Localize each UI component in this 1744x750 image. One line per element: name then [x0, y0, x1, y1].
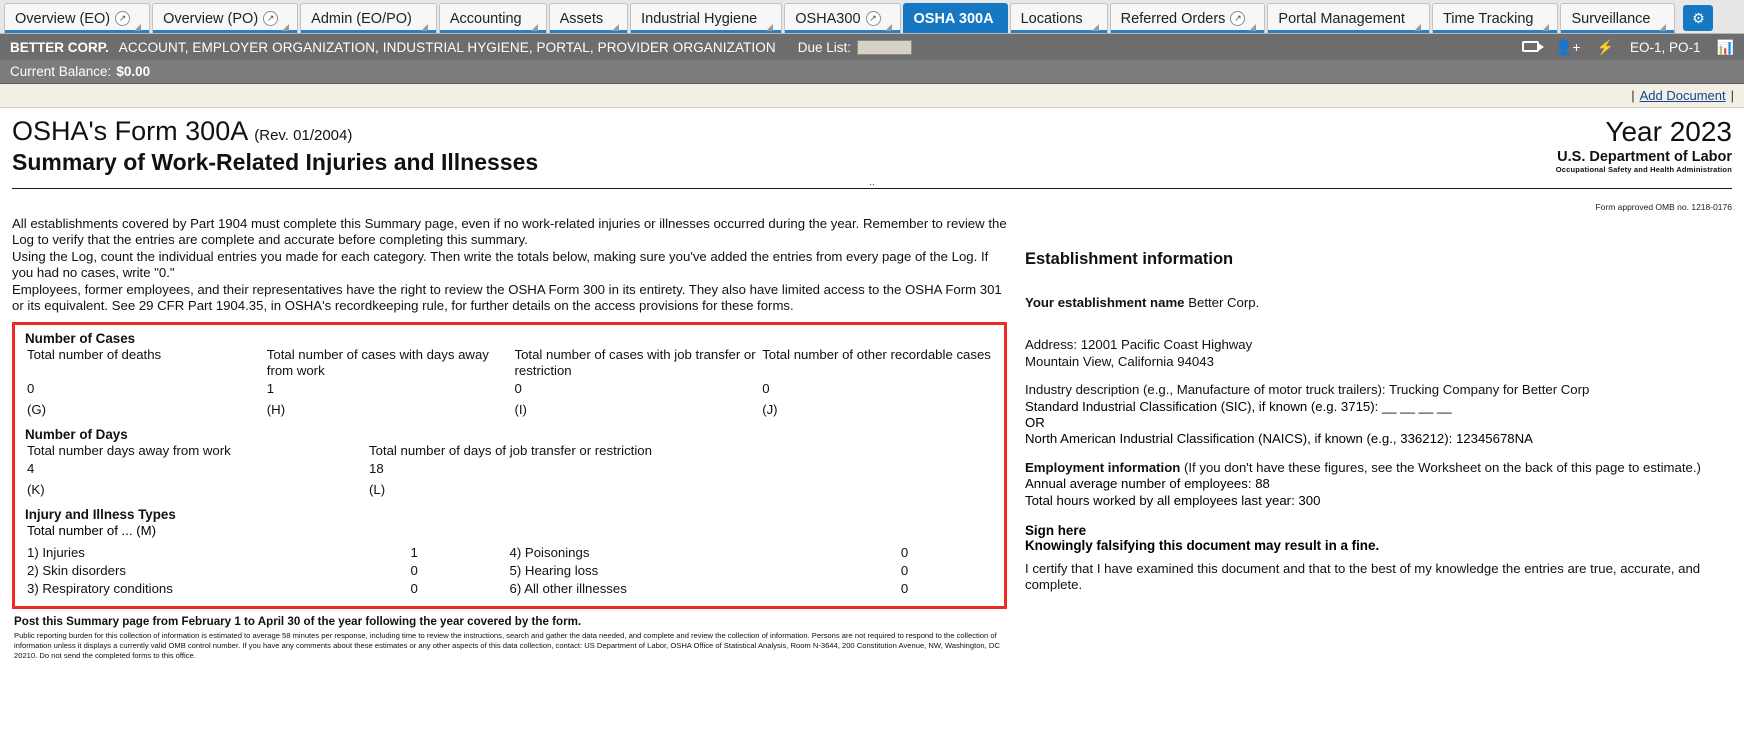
tab-label: Portal Management	[1278, 10, 1405, 27]
form-subtitle: Summary of Work-Related Injuries and Illnesses	[12, 149, 539, 175]
days-column-k	[19, 443, 369, 497]
tab-label: OSHA 300A	[913, 10, 994, 27]
case-column-h	[267, 347, 515, 417]
tab-corner-icon	[1542, 24, 1549, 31]
tab-overview-po[interactable]	[152, 3, 298, 33]
form-title	[12, 116, 538, 147]
employment-information	[1025, 460, 1732, 476]
main-tab-bar	[0, 0, 1744, 34]
days-code: (K)	[27, 482, 45, 498]
tab-label: OSHA300	[795, 10, 861, 27]
injury-type-value: 0	[410, 581, 418, 597]
establishment-name-value: Better Corp.	[1188, 295, 1260, 310]
case-column-i	[514, 347, 762, 417]
number-of-days-heading: Number of Days	[25, 427, 128, 443]
current-balance-label: Current Balance:	[10, 64, 112, 79]
establishment-information-panel	[1025, 216, 1732, 661]
case-code: (I)	[514, 402, 527, 418]
sign-here-heading: Sign here	[1025, 523, 1087, 539]
case-code: (G)	[27, 402, 47, 418]
address-line-2: Mountain View, California 94043	[1025, 353, 1214, 369]
form-body	[12, 216, 1732, 661]
instruction-paragraph: Employees, former employees, and their representatives have the right to review the OSHA Form 300 in its entirety. They also have limited access to the OSHA Form 301 or its equivalent. See 29 CFR Part 1904.35, in OSHA's recordkeeping rule, for further details on the access provisions for these forms.	[12, 281, 1002, 314]
separator-left: |	[1631, 88, 1635, 103]
tab-osha300[interactable]	[784, 3, 900, 33]
lightning-icon[interactable]: ⚡	[1596, 38, 1615, 55]
establishment-name-label: Your establishment name	[1025, 295, 1185, 310]
employment-note: (If you don't have these figures, see the Worksheet on the back of this page to estimate.)	[1184, 459, 1701, 475]
tab-osha-300a[interactable]	[903, 3, 1008, 33]
illness-type-label: 5) Hearing loss	[509, 563, 599, 579]
account-company-name: BETTER CORP.	[10, 39, 109, 55]
tab-label: Assets	[559, 10, 604, 27]
tab-locations[interactable]	[1010, 3, 1108, 33]
add-user-icon[interactable]: 👤+	[1554, 38, 1581, 55]
form-header-right	[1556, 116, 1732, 174]
illness-type-value: 0	[900, 545, 909, 561]
injury-types-subheading: Total number of ... (M)	[27, 523, 156, 539]
case-value: 0	[762, 381, 770, 397]
tab-corner-icon	[1659, 24, 1666, 31]
case-column-g	[19, 347, 267, 417]
tab-label: Referred Orders	[1120, 10, 1226, 27]
number-of-cases-grid	[19, 347, 1000, 417]
external-link-icon[interactable]: ↗	[115, 11, 130, 26]
gear-icon[interactable]: ⚙	[1683, 5, 1713, 31]
separator-right: |	[1730, 88, 1734, 103]
external-link-icon[interactable]: ↗	[866, 11, 881, 26]
certification-statement: I certify that I have examined this document and that to the best of my knowledge the entries are true, accurate, and complete.	[1025, 561, 1701, 593]
account-roles: ACCOUNT, EMPLOYER ORGANIZATION, INDUSTRIAL HYGIENE, PORTAL, PROVIDER ORGANIZATION	[118, 39, 776, 55]
balance-bar	[0, 60, 1744, 84]
external-link-icon[interactable]: ↗	[263, 11, 278, 26]
sic-or-label: OR	[1025, 415, 1045, 431]
instruction-paragraph: All establishments covered by Part 1904 must complete this Summary page, even if no work-related injuries or illnesses occurred during the year. Remember to review the Log to verify that the entries are complete and accurate before completing this summary.	[12, 216, 1007, 248]
account-bar	[0, 34, 1744, 60]
injury-illness-types	[19, 507, 1000, 598]
injury-type-row	[19, 562, 1000, 580]
form-year: Year 2023	[1605, 116, 1732, 147]
injury-type-row	[19, 580, 1000, 598]
org-code-label: EO-1, PO-1	[1630, 39, 1701, 55]
injury-types-heading: Injury and Illness Types	[25, 507, 176, 523]
tab-portal-management[interactable]	[1267, 3, 1430, 33]
account-bar-actions	[1522, 39, 1734, 56]
document-toolbar	[0, 84, 1744, 108]
header-divider	[12, 188, 1732, 189]
illness-type-label: 6) All other illnesses	[509, 581, 627, 597]
form-revision: (Rev. 01/2004)	[254, 127, 353, 144]
tab-corner-icon	[885, 24, 892, 31]
omb-note: Form approved OMB no. 1218-0176	[1595, 202, 1732, 212]
post-notice: Post this Summary page from February 1 to April 30 of the year following the year covered by the form.	[14, 615, 582, 629]
case-label: Total number of cases with days away from work	[266, 347, 489, 378]
external-link-icon[interactable]: ↗	[1230, 11, 1245, 26]
chart-icon[interactable]: 📊	[1716, 38, 1734, 55]
tab-industrial-hygiene[interactable]	[630, 3, 782, 33]
tab-corner-icon	[1249, 24, 1256, 31]
tab-corner-icon	[612, 24, 619, 31]
number-of-cases-heading: Number of Cases	[25, 331, 136, 347]
total-hours-worked: Total hours worked by all employees last year: 300	[1025, 492, 1321, 508]
tab-label: Time Tracking	[1442, 10, 1534, 27]
tab-corner-icon	[766, 24, 773, 31]
fineprint-burden-statement: Public reporting burden for this collection of information is estimated to average 58 minutes per response, including time to review the instructions, search and gather the data needed, and complete and review the collection of information. Persons are not required to respond to the collection of information unless it displays a currently valid OMB control number. If you have any comments about these estimates or any other aspects of this data collection, contact: US Department of Labor, OSHA Office of Statistical Analysis, Room N-3644, 200 Constitution Avenue, NW, Washington, DC 20210. Do not send the completed forms to this office.	[14, 631, 1000, 661]
case-value: 0	[514, 381, 522, 397]
tab-referred-orders[interactable]	[1110, 3, 1266, 33]
tab-overview-eo[interactable]	[4, 3, 150, 33]
tab-label: Industrial Hygiene	[641, 10, 758, 27]
injury-type-label: 2) Skin disorders	[27, 563, 126, 579]
tab-admin-eo-po[interactable]	[300, 3, 437, 33]
illness-type-label: 4) Poisonings	[509, 545, 590, 561]
days-value: 4	[27, 461, 35, 477]
form-instructions	[12, 216, 1007, 314]
case-label: Total number of cases with job transfer or restriction	[514, 347, 756, 378]
form-left-column	[12, 216, 1007, 661]
tab-corner-icon	[421, 24, 428, 31]
tab-label: Overview (PO)	[163, 10, 259, 27]
falsify-warning: Knowingly falsifying this document may result in a fine.	[1025, 538, 1380, 554]
naics-code: North American Industrial Classification (NAICS), if known (e.g., 336212): 12345678NA	[1025, 431, 1533, 447]
tab-surveillance[interactable]	[1560, 3, 1675, 33]
instruction-paragraph: Using the Log, count the individual entries you made for each category. Then write the totals below, making sure you've added the entries from every page of the Log. If you had no cases, write "0."	[12, 248, 989, 281]
tab-label: Admin (EO/PO)	[311, 10, 412, 27]
days-code: (L)	[369, 482, 386, 498]
video-icon[interactable]	[1522, 39, 1539, 55]
days-value: 18	[369, 461, 384, 477]
due-list-input[interactable]	[857, 40, 912, 55]
sic-code: Standard Industrial Classification (SIC), if known (e.g. 3715): __ __ __ __	[1025, 398, 1452, 414]
case-column-j	[762, 347, 1000, 417]
tab-corner-icon	[531, 24, 538, 31]
osha-300a-form	[0, 108, 1744, 750]
number-of-days-grid	[19, 443, 1000, 497]
summary-totals-highlight-box	[12, 322, 1007, 609]
injury-type-label: 1) Injuries	[27, 545, 85, 561]
injury-type-row	[19, 544, 1000, 562]
current-balance-value: $0.00	[116, 64, 151, 79]
case-label: Total number of deaths	[27, 347, 162, 363]
department-label: U.S. Department of Labor	[1557, 149, 1732, 165]
injury-type-value: 1	[410, 545, 418, 561]
tab-corner-icon	[1414, 24, 1421, 31]
industry-description: Industry description (e.g., Manufacture of motor truck trailers): Trucking Company for Better Corp	[1025, 382, 1590, 398]
case-value: 1	[266, 381, 275, 397]
injury-type-value: 0	[410, 563, 418, 579]
form-header	[12, 116, 1732, 176]
days-column-l	[369, 443, 769, 497]
days-label: Total number of days of job transfer or restriction	[369, 443, 652, 459]
illness-type-value: 0	[900, 581, 909, 597]
tab-label: Overview (EO)	[15, 10, 111, 27]
employment-heading: Employment information	[1025, 459, 1181, 475]
divider-dots: ..	[869, 177, 875, 188]
days-label: Total number days away from work	[27, 443, 231, 459]
tab-assets[interactable]	[549, 3, 629, 33]
tab-corner-icon	[282, 24, 289, 31]
case-label: Total number of other recordable cases	[762, 347, 991, 363]
due-list-label: Due List:	[797, 39, 851, 55]
address-line-1: Address: 12001 Pacific Coast Highway	[1025, 337, 1253, 353]
tab-corner-icon	[134, 24, 141, 31]
establishment-name-row	[1025, 295, 1732, 311]
agency-label: Occupational Safety and Health Administration	[1555, 165, 1732, 174]
case-code: (J)	[762, 402, 778, 418]
case-value: 0	[27, 381, 35, 397]
add-document-link[interactable]: Add Document	[1639, 88, 1726, 103]
tab-label: Locations	[1020, 10, 1083, 27]
establishment-heading: Establishment information	[1025, 250, 1234, 268]
tab-corner-icon	[1092, 24, 1099, 31]
form-header-left	[12, 116, 538, 176]
illness-type-value: 0	[900, 563, 909, 579]
tab-accounting[interactable]	[439, 3, 547, 33]
tab-time-tracking[interactable]	[1432, 3, 1559, 33]
tab-label: Surveillance	[1571, 10, 1651, 27]
tab-label: Accounting	[449, 10, 522, 27]
establishment-address	[1025, 337, 1732, 370]
annual-average-employees: Annual average number of employees: 88	[1025, 476, 1270, 492]
injury-type-label: 3) Respiratory conditions	[27, 581, 173, 597]
form-title-text: OSHA's Form 300A	[12, 116, 247, 146]
case-code: (H)	[266, 402, 286, 418]
